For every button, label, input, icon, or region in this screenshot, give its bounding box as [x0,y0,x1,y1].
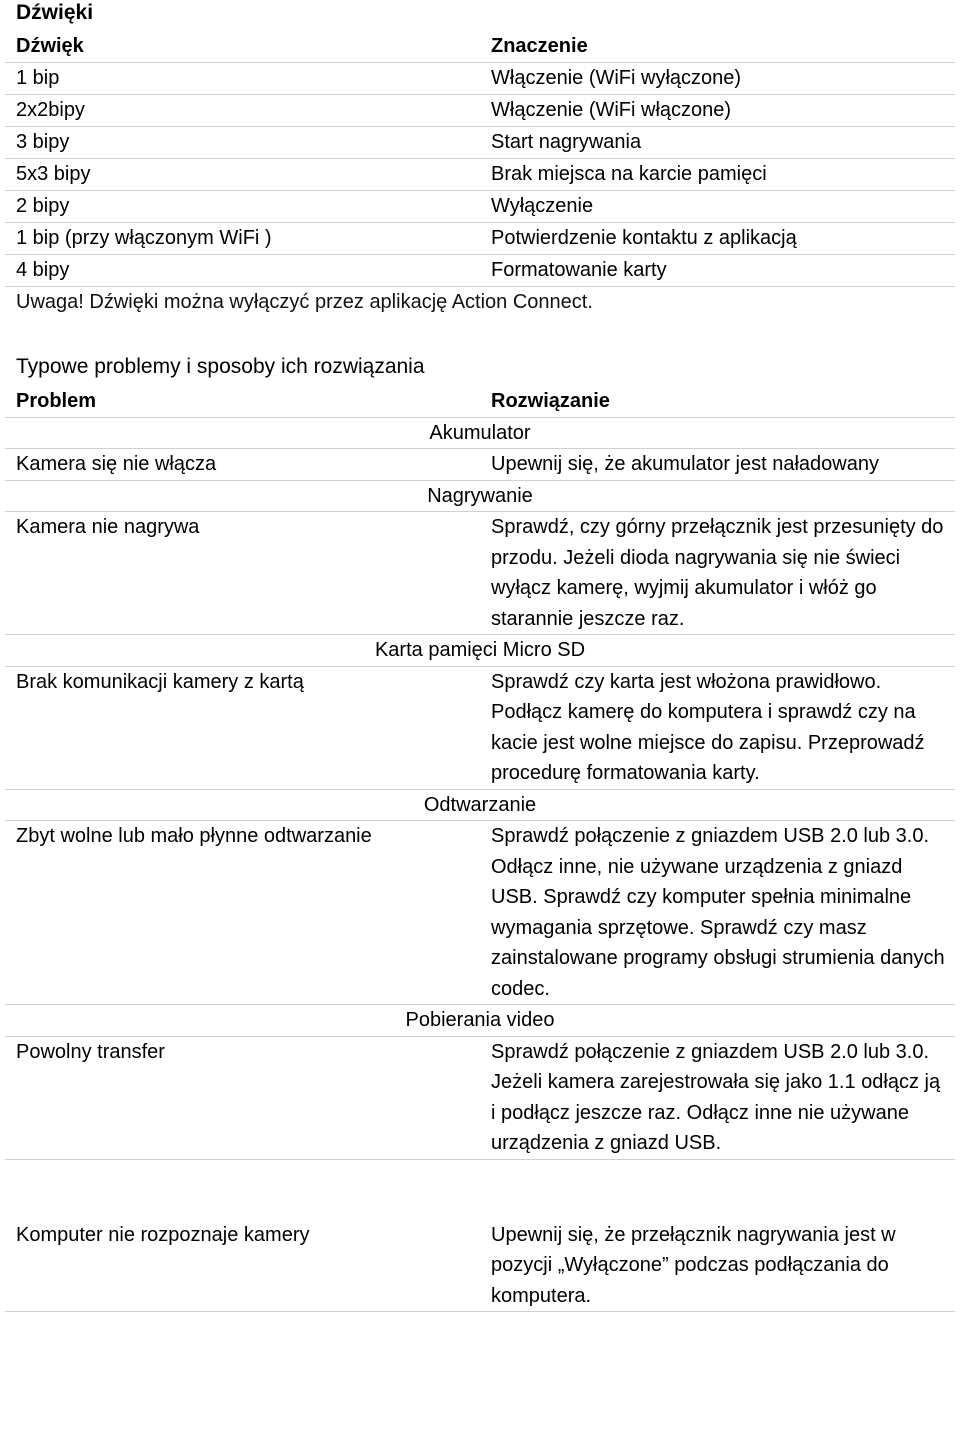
problems-header-row [5,386,955,417]
sound-cell: 4 bipy [5,255,480,287]
category-label: Akumulator [5,417,955,449]
header-problem: Problem [5,386,480,417]
category-row [5,480,955,512]
solution-cell: Sprawdź czy karta jest włożona prawidłowo. Podłącz kamerę do komputera i sprawdź czy na kacie jest wolne miejsce do zapisu. Przeprowadź procedurę formatowania karty. [480,666,955,789]
meaning-cell: Potwierdzenie kontaktu z aplikacją [480,223,955,255]
problem-cell: Brak komunikacji kamery z kartą [5,666,480,789]
category-label: Nagrywanie [5,480,955,512]
meaning-cell: Włączenie (WiFi włączone) [480,95,955,127]
meaning-cell: Brak miejsca na karcie pamięci [480,159,955,191]
problem-cell: Komputer nie rozpoznaje kamery [5,1220,480,1312]
table-row [5,666,955,789]
meaning-cell: Start nagrywania [480,127,955,159]
sound-cell: 3 bipy [5,127,480,159]
problem-cell: Kamera się nie włącza [5,449,480,481]
problems-title: Typowe problemy i sposoby ich rozwiązania [16,355,425,378]
category-label: Karta pamięci Micro SD [5,635,955,667]
table-row [5,127,955,159]
sounds-title: Dźwięki [16,1,94,24]
table-row [5,95,955,127]
header-meaning: Znaczenie [480,31,955,63]
category-row [5,789,955,821]
table-row [5,191,955,223]
table-row [5,449,955,481]
table-row [5,1036,955,1159]
table-row [5,159,955,191]
sound-cell: 5x3 bipy [5,159,480,191]
sound-cell: 1 bip [5,63,480,95]
solution-cell: Sprawdź połączenie z gniazdem USB 2.0 lub 3.0. Jeżeli kamera zarejestrowała się jako 1.1 odłącz ją i podłącz jeszcze raz. Odłącz inne nie używane urządzenia z gniazd USB. [480,1036,955,1159]
problems-table [5,386,955,1312]
meaning-cell: Formatowanie karty [480,255,955,287]
problem-cell: Zbyt wolne lub mało płynne odtwarzanie [5,821,480,1005]
sound-cell: 2 bipy [5,191,480,223]
meaning-cell: Włączenie (WiFi wyłączone) [480,63,955,95]
sound-cell: 2x2bipy [5,95,480,127]
table-row [5,255,955,287]
table-row [5,223,955,255]
category-row [5,1005,955,1037]
table-row [5,821,955,1005]
sounds-header-row [5,31,955,63]
table-row [5,1220,955,1312]
header-solution: Rozwiązanie [480,386,955,417]
sounds-table [5,31,955,318]
note-row [5,287,955,319]
solution-cell: Upewnij się, że przełącznik nagrywania jest w pozycji „Wyłączone” podczas podłączania do komputera. [480,1220,955,1312]
solution-cell: Sprawdź połączenie z gniazdem USB 2.0 lub 3.0. Odłącz inne, nie używane urządzenia z gniazd USB. Sprawdź czy komputer spełnia minimalne wymagania sprzętowe. Sprawdź czy masz zainstalowane programy obsługi strumienia danych codec. [480,821,955,1005]
meaning-cell: Wyłączenie [480,191,955,223]
category-row [5,417,955,449]
solution-cell: Upewnij się, że akumulator jest naładowany [480,449,955,481]
sounds-note: Uwaga! Dźwięki można wyłączyć przez aplikację Action Connect. [16,291,593,313]
table-row [5,63,955,95]
spacer-row [5,1159,955,1220]
problem-cell: Powolny transfer [5,1036,480,1159]
sound-cell: 1 bip (przy włączonym WiFi ) [5,223,480,255]
category-label: Pobierania video [5,1005,955,1037]
header-sound: Dźwięk [5,31,480,63]
problem-cell: Kamera nie nagrywa [5,512,480,635]
category-row [5,635,955,667]
table-row [5,512,955,635]
solution-cell: Sprawdź, czy górny przełącznik jest przesunięty do przodu. Jeżeli dioda nagrywania się nie świeci wyłącz kamerę, wyjmij akumulator i włóż go starannie jeszcze raz. [480,512,955,635]
category-label: Odtwarzanie [5,789,955,821]
